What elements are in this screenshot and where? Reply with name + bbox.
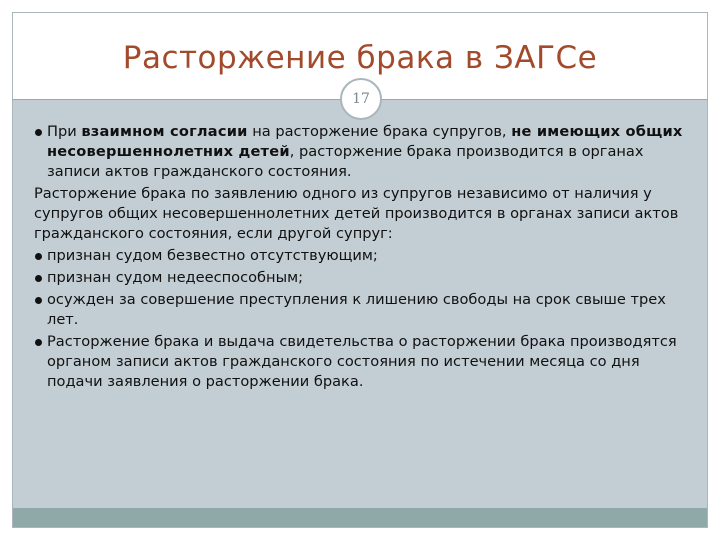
bullet-icon [35, 297, 42, 304]
list-item [20, 268, 690, 288]
list-item [20, 332, 690, 392]
list-item-text: признан судом недееспособным; [47, 269, 304, 286]
footer-bar [13, 508, 707, 527]
bold-text-run: взаимном согласии [81, 123, 248, 140]
bullet-icon [35, 275, 42, 282]
bullet-icon [35, 253, 42, 260]
text-run: , расторжение брака производится в органах записи актов гражданского состояния. [47, 143, 644, 180]
bold-text-run: не имеющих общих несовершеннолетних детей [47, 123, 683, 160]
list-item [20, 290, 690, 330]
text-run: При [47, 123, 82, 140]
list-item-text: Расторжение брака и выдача свидетельства о расторжении брака производятся органом записи актов гражданского состояния по истечении месяца со дня подачи заявления о расторжении брака. [47, 333, 677, 390]
paragraph-mutual-consent [20, 122, 690, 182]
bullet-icon [35, 339, 42, 346]
slide-title: Расторжение брака в ЗАГСе [122, 40, 598, 76]
slide-body [20, 122, 690, 394]
list-item-text: осужден за совершение преступления к лишению свободы на срок свыше трех лет. [47, 291, 666, 328]
bullet-icon [35, 129, 42, 136]
list-item-text: признан судом безвестно отсутствующим; [47, 247, 378, 264]
list-item [20, 246, 690, 266]
paragraph-one-spouse: Расторжение брака по заявлению одного из супругов независимо от наличия у супругов общих несовершеннолетних детей производится в органах записи актов гражданского состояния, если другой супруг: [34, 185, 679, 242]
page-number-badge [340, 78, 382, 120]
text-run: на расторжение брака супругов, [247, 123, 512, 140]
page-number: 17 [352, 91, 370, 107]
